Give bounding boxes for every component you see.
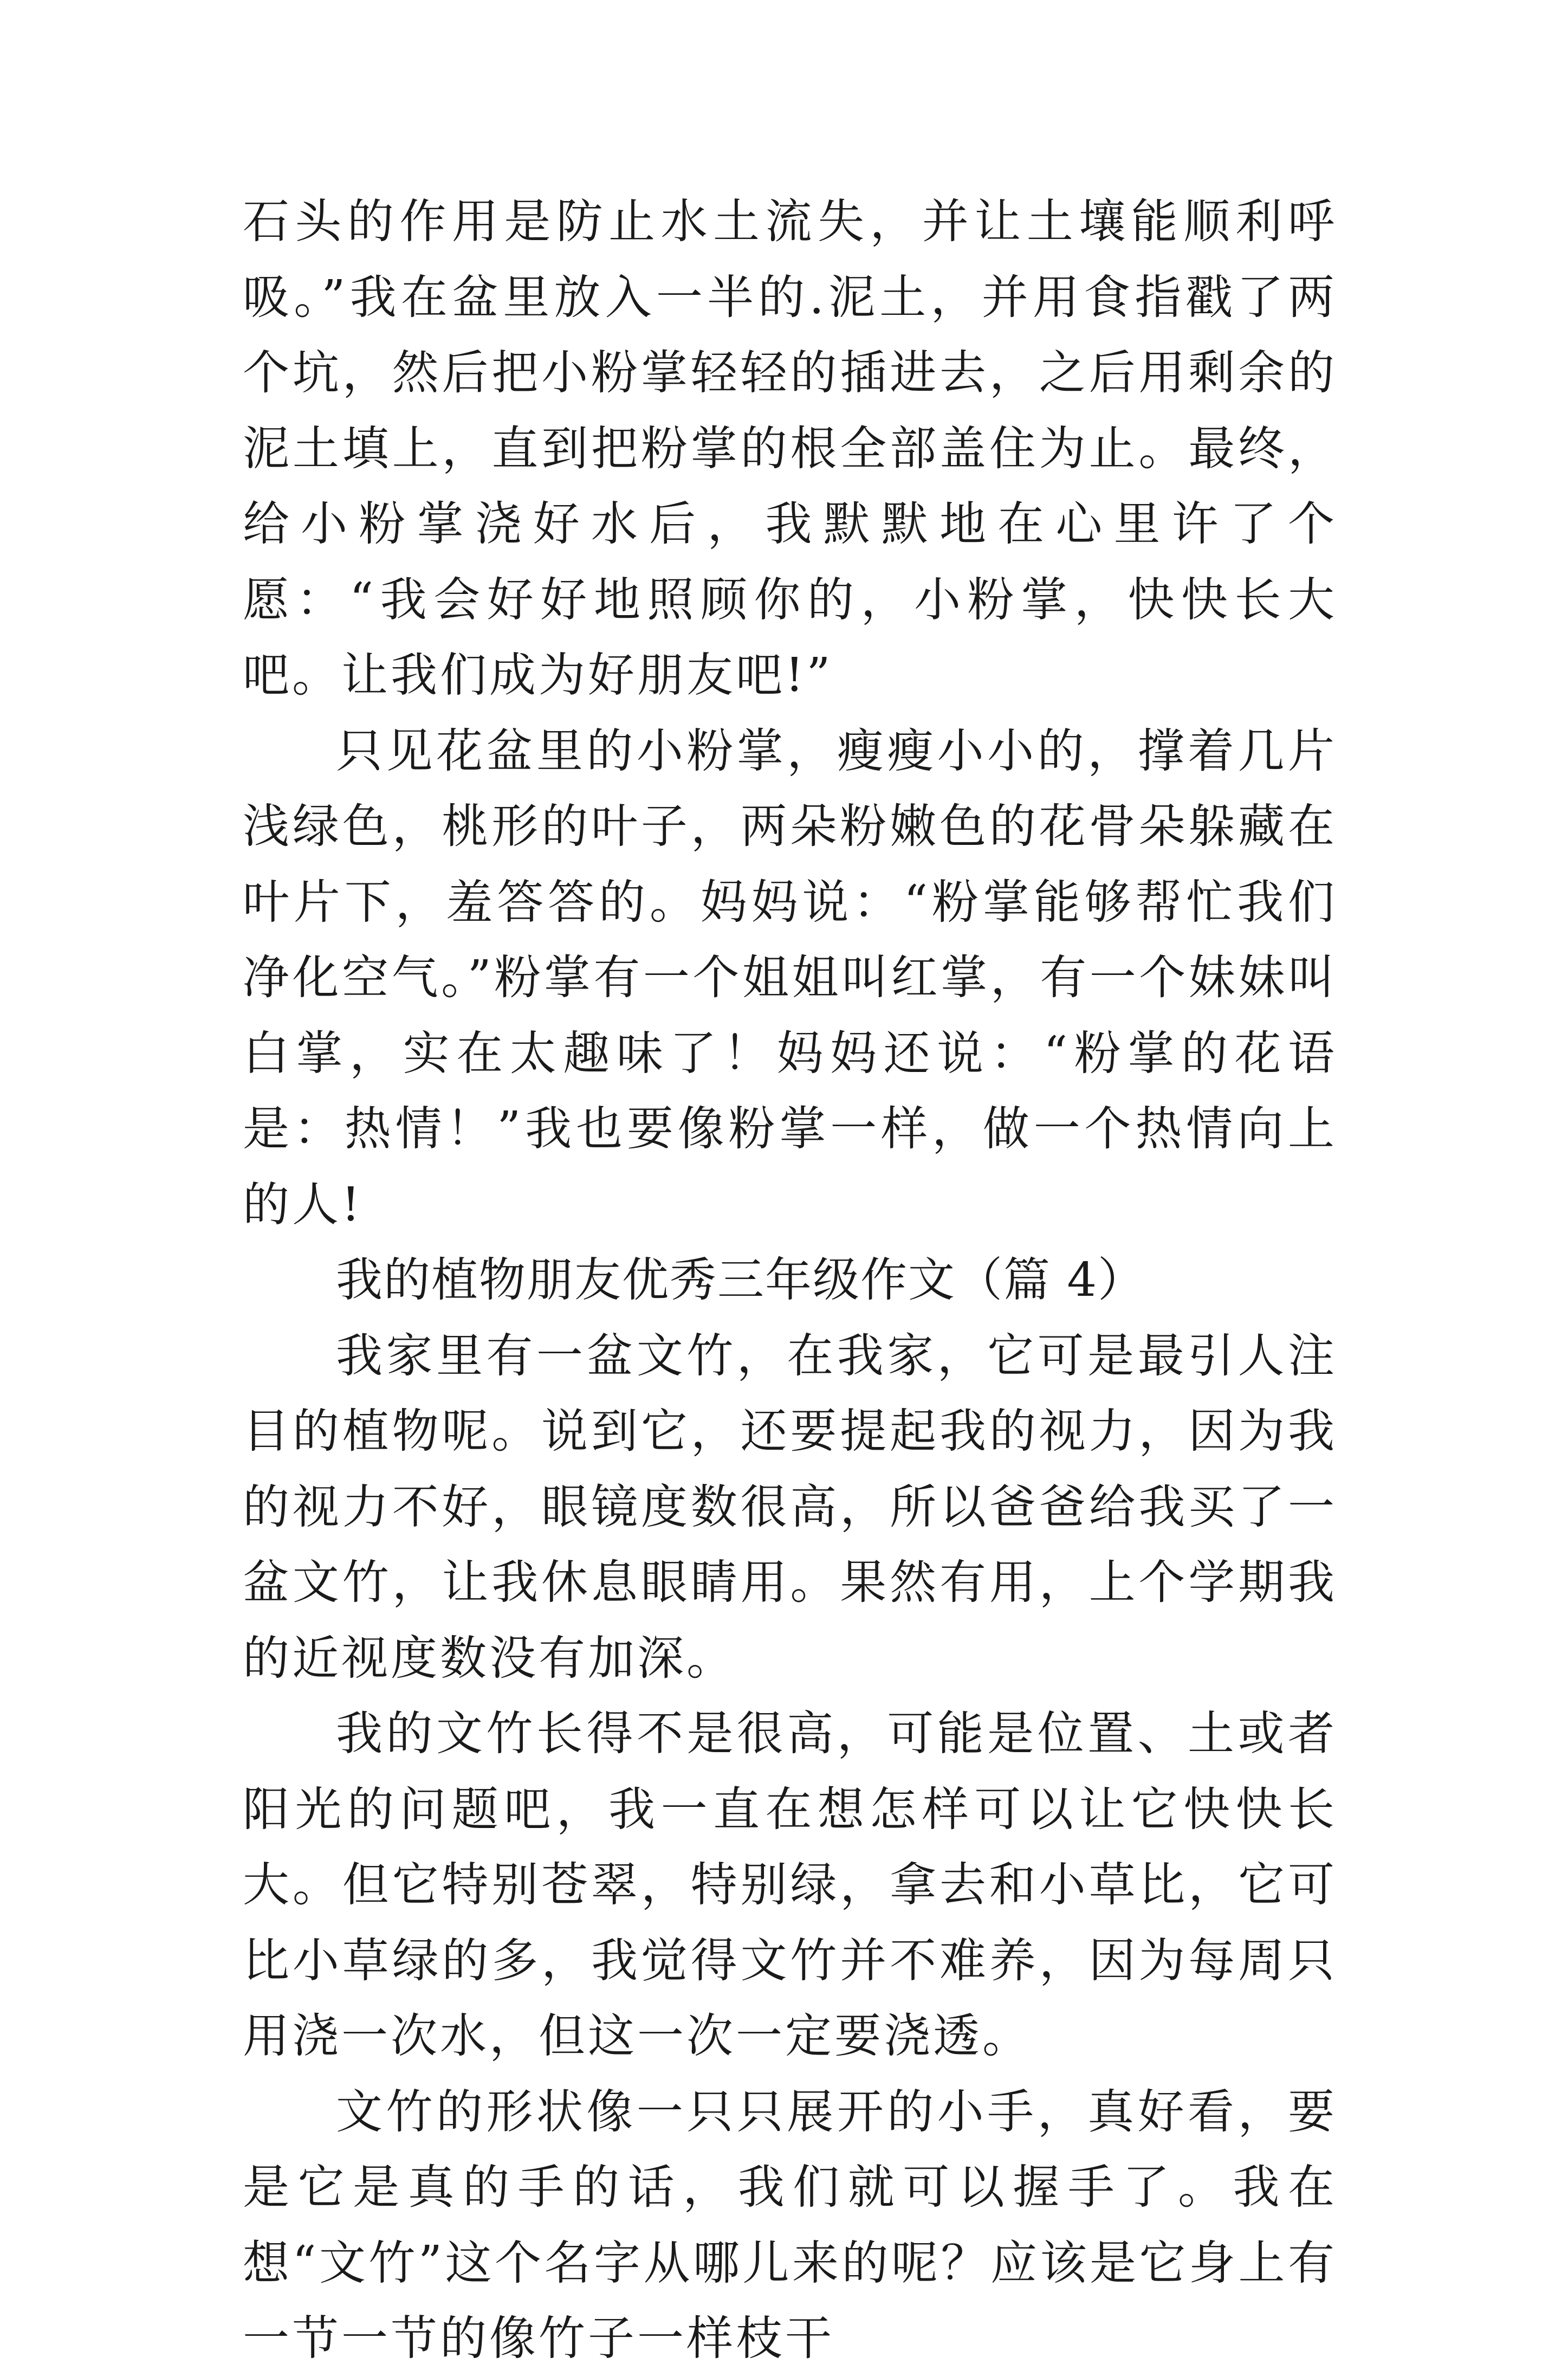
paragraph-body: 我家里有一盆文竹，在我家，它可是最引人注目的植物呢。说到它，还要提起我的视力，因为我的视力不好，眼镜度数很高，所以爸爸给我买了一盆文竹，让我休息眼睛用。果然有用，上个学期我的近视度数没有加深。 [243,1328,1337,1685]
paragraph-body: 文竹的形状像一只只展开的小手，真好看，要是它是真的手的话，我们就可以握手了。我在想“文竹”这个名字从哪儿来的呢？应该是它身上有一节一节的像竹子一样枝干 [243,2084,1337,2366]
essay-title: 我的植物朋友优秀三年级作文（篇 4） [336,1253,1146,1307]
paragraph-body: 只见花盆里的小粉掌，瘦瘦小小的，撑着几片浅绿色，桃形的叶子，两朵粉嫩色的花骨朵躲藏在叶片下，羞答答的。妈妈说：“粉掌能够帮忙我们净化空气。”粉掌有一个姐姐叫红掌，有一个妹妹叫白掌，实在太趣味了！妈妈还说：“粉掌的花语是：热情！”我也要像粉掌一样，做一个热情向上的人! [243,724,1337,1232]
paragraph-continuation: 石头的作用是防止水土流失，并让土壤能顺利呼吸。”我在盆里放入一半的.泥土，并用食指戳了两个坑，然后把小粉掌轻轻的插进去，之后用剩余的泥土填上，直到把粉掌的根全部盖住为止。最终，给小粉掌浇好水后，我默默地在心里许了个愿：“我会好好地照顾你的，小粉掌，快快长大吧。让我们成为好朋友吧!” [243,195,1337,702]
essay-body [243,184,1337,2377]
paragraph-body: 我的文竹长得不是很高，可能是位置、土或者阳光的问题吧，我一直在想怎样可以让它快快长大。但它特别苍翠，特别绿，拿去和小草比，它可比小草绿的多，我觉得文竹并不难养，因为每周只用浇一次水，但这一次一定要浇透。 [243,1707,1337,2063]
